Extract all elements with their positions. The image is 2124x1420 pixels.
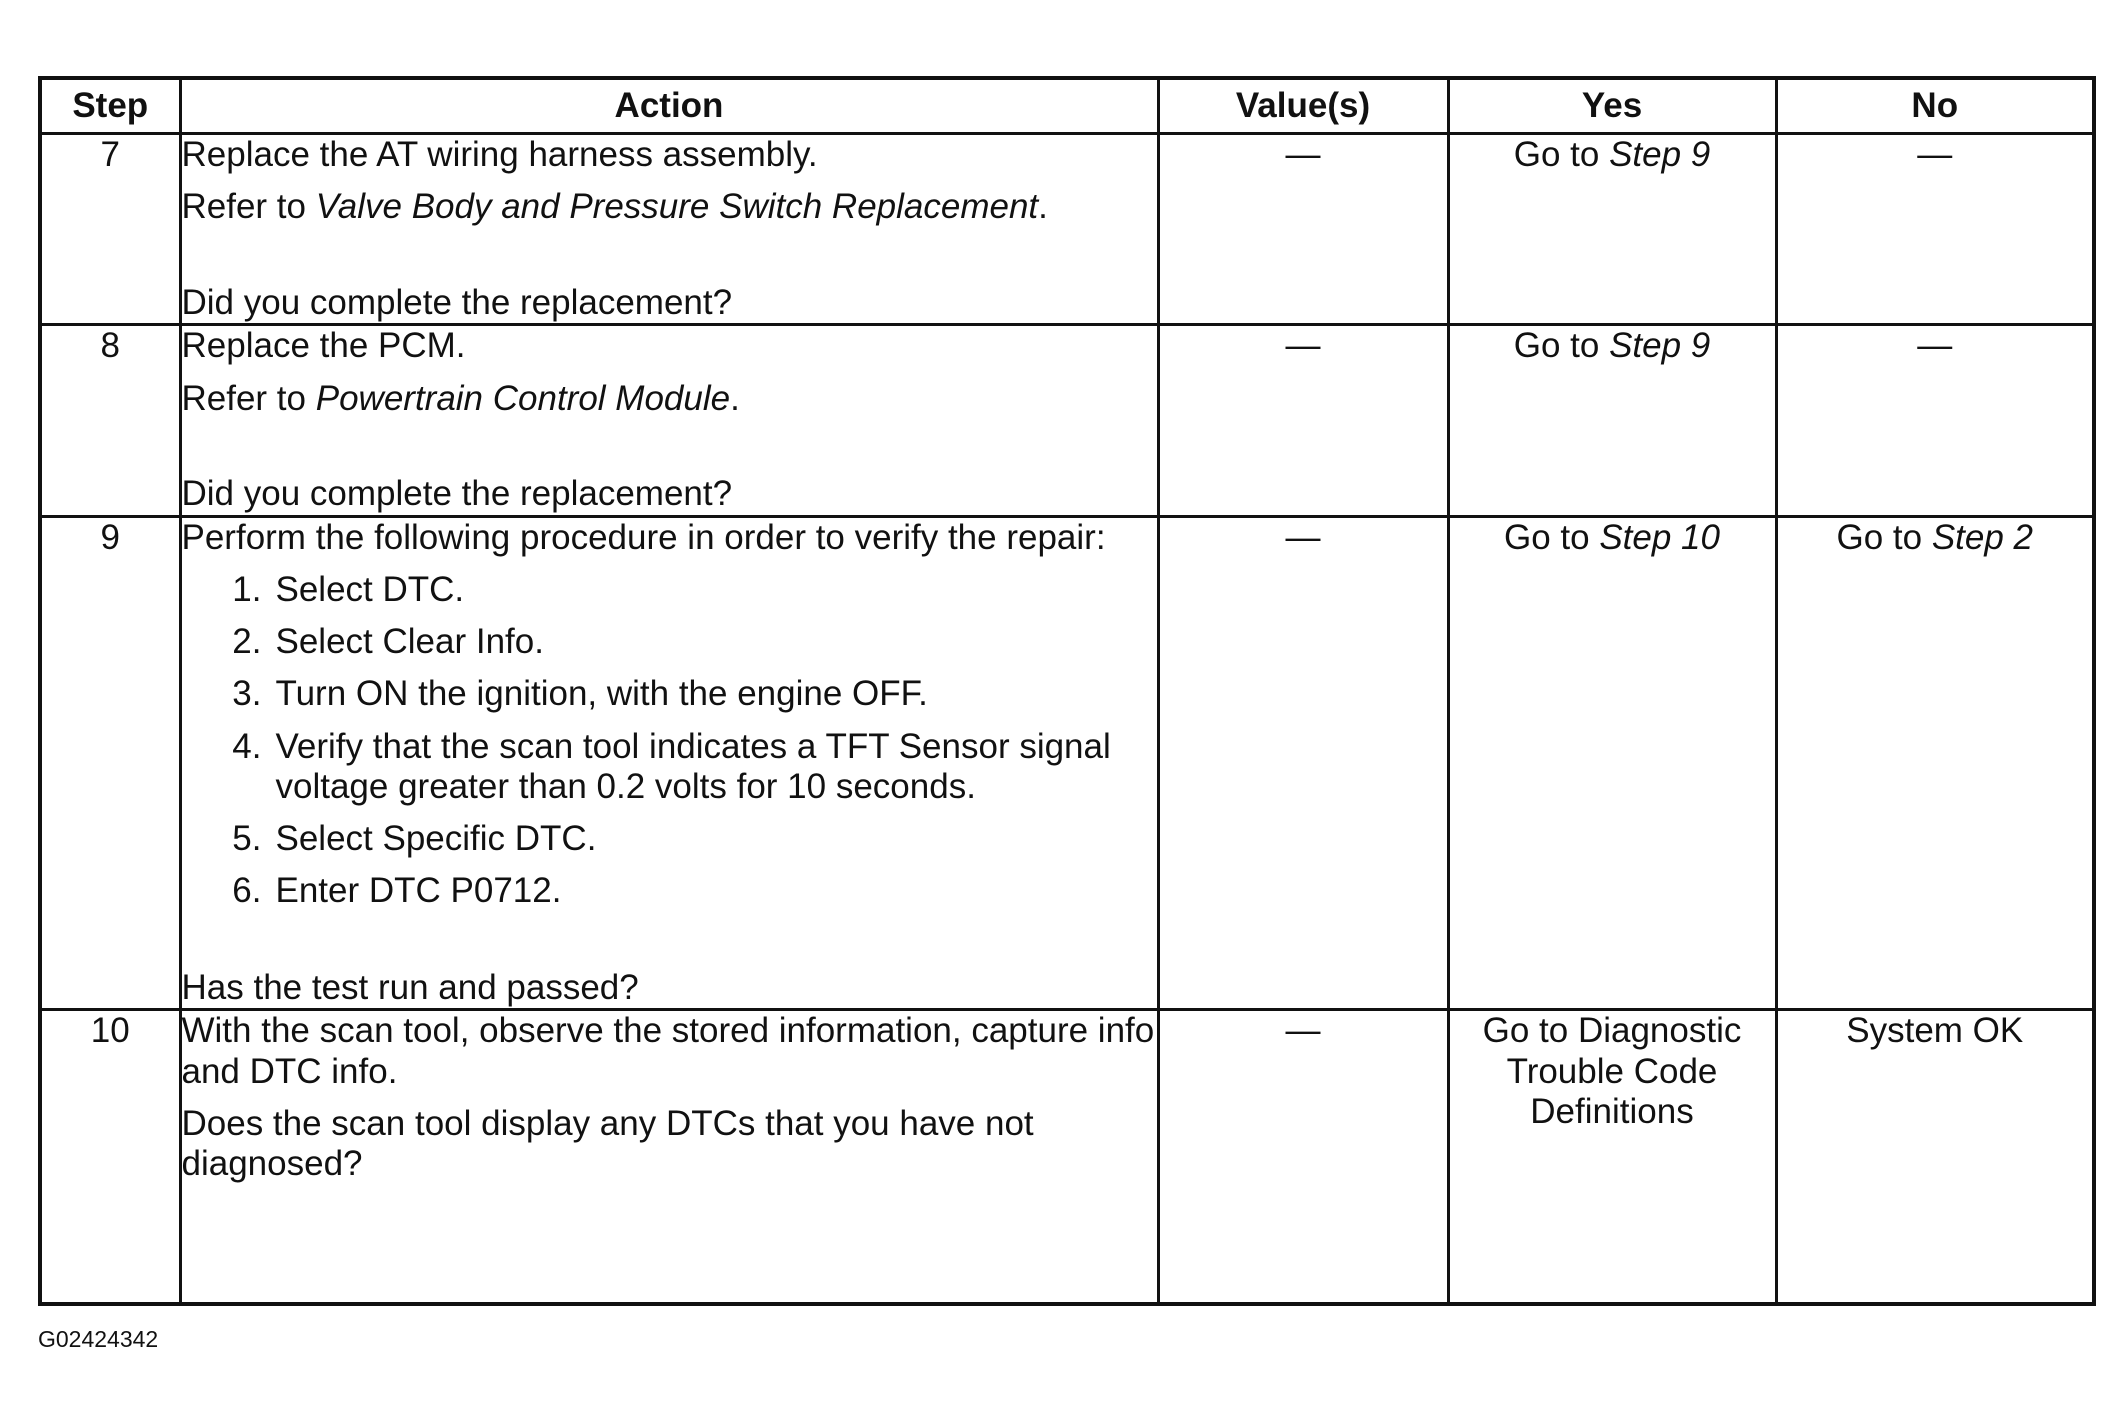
list-item: 3. Turn ON the ignition, with the engine OFF.: [232, 674, 928, 714]
step-number: 9: [40, 516, 180, 1010]
action-intro: Perform the following procedure in order to verify the repair:: [181, 517, 1106, 557]
yes-cell: Go to Step 9: [1448, 325, 1776, 516]
header-values: Value(s): [1158, 78, 1448, 134]
action-text: Replace the AT wiring harness assembly.: [181, 135, 818, 174]
yes-cell: Go to Step 10: [1448, 516, 1776, 1010]
step-number: 10: [40, 1010, 180, 1304]
table-row-step-9: [40, 516, 2094, 1010]
substep-list: [182, 570, 1157, 924]
value-cell: —: [1158, 516, 1448, 1010]
figure-id: G02424342: [38, 1326, 159, 1352]
no-cell: —: [1776, 325, 2094, 516]
value-cell: —: [1158, 1010, 1448, 1304]
yes-cell: [1448, 1010, 1776, 1304]
header-yes: Yes: [1448, 78, 1776, 134]
header-action: Action: [180, 78, 1158, 134]
action-cell: [180, 134, 1158, 325]
yes-step-link[interactable]: Step 9: [1609, 135, 1711, 174]
no-cell: —: [1776, 134, 2094, 325]
table-row-step-7: [40, 134, 2094, 325]
header-row: [40, 78, 2094, 134]
refer-link[interactable]: Valve Body and Pressure Switch Replacement: [315, 187, 1039, 227]
refer-link[interactable]: Powertrain Control Module: [315, 378, 731, 418]
action-text: Replace the PCM.: [181, 326, 466, 366]
question-text: Did you complete the replacement?: [181, 474, 733, 514]
yes-step-link[interactable]: Step 10: [1599, 517, 1720, 557]
step-number: 7: [40, 134, 180, 325]
value-cell: —: [1158, 134, 1448, 325]
header-no: No: [1776, 78, 2094, 134]
list-item: 4. Verify that the scan tool indicates a TFT Sensor signal voltage greater than 0.2 volts for 10 seconds.: [232, 726, 1111, 806]
action-cell: [180, 325, 1158, 516]
step-number: 8: [40, 325, 180, 516]
no-cell: Go to Step 2: [1776, 516, 2094, 1010]
list-item: 1. Select DTC.: [232, 569, 465, 609]
no-step-link[interactable]: Step 2: [1931, 517, 2034, 557]
yes-cell: Go to Step 9: [1448, 134, 1776, 325]
no-cell: System OK: [1776, 1010, 2094, 1304]
action-cell: [180, 1010, 1158, 1304]
question-text: Did you complete the replacement?: [181, 283, 733, 323]
header-step: Step: [40, 78, 180, 134]
list-item: 5. Select Specific DTC.: [232, 819, 597, 859]
table-row-step-10: [40, 1010, 2094, 1304]
question-text: Has the test run and passed?: [181, 968, 639, 1008]
value-cell: —: [1158, 325, 1448, 516]
question-text: Does the scan tool display any DTCs that you have not diagnosed?: [181, 1103, 1034, 1184]
diagnostic-table: [38, 76, 2096, 1306]
list-item: 6. Enter DTC P0712.: [232, 871, 562, 911]
dtc-definitions-link[interactable]: Go to Diagnostic Trouble Code Definitions: [1482, 1011, 1742, 1131]
action-text: With the scan tool, observe the stored information, capture info and DTC info.: [181, 1011, 1155, 1091]
refer-text: Refer to Valve Body and Pressure Switch Replacement.: [181, 187, 1048, 227]
action-cell: [180, 516, 1158, 1010]
refer-text: Refer to Powertrain Control Module.: [181, 378, 740, 418]
table-row-step-8: [40, 325, 2094, 516]
list-item: 2. Select Clear Info.: [232, 622, 544, 662]
yes-step-link[interactable]: Step 9: [1609, 326, 1711, 366]
